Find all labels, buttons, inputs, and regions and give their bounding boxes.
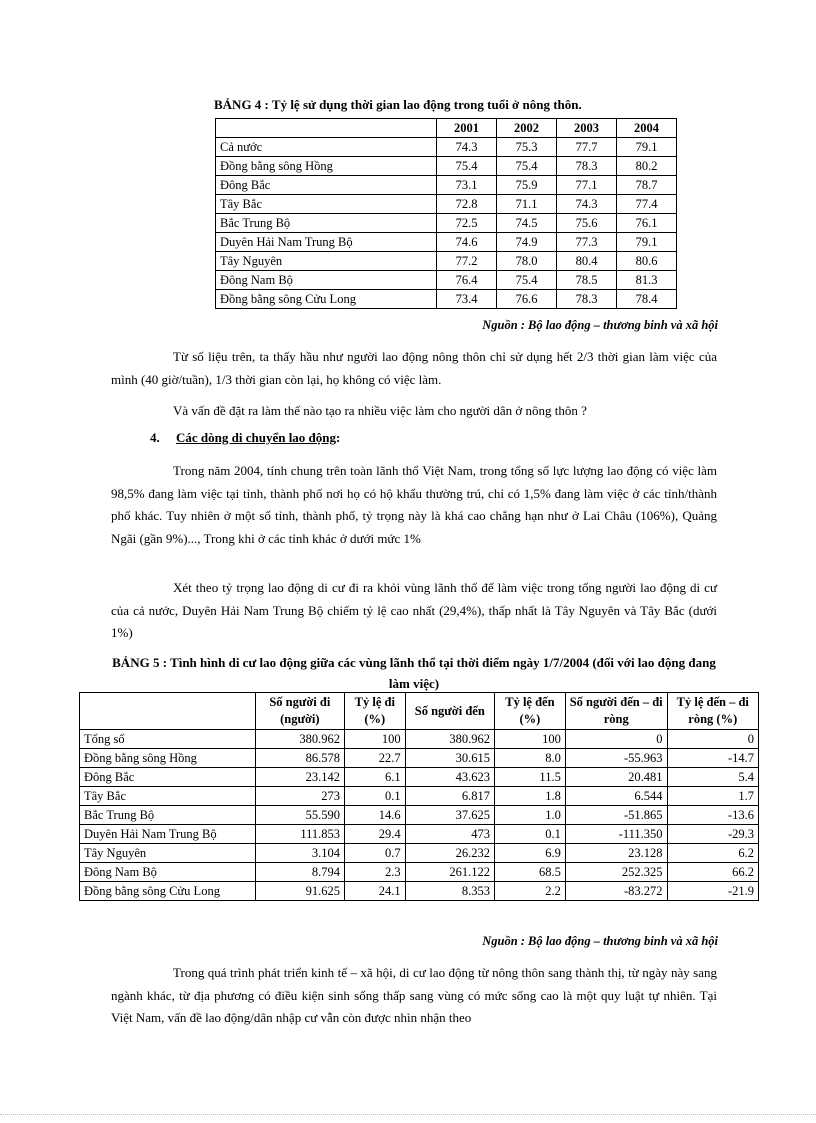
table5-value-cell: 8.353 bbox=[405, 882, 494, 901]
table5-region-cell: Đồng bằng sông Hồng bbox=[80, 749, 256, 768]
table4-row bbox=[216, 252, 677, 271]
section-heading bbox=[150, 430, 340, 446]
table5-value-cell: 5.4 bbox=[667, 768, 758, 787]
table5-header-cell: Số người đến bbox=[405, 693, 494, 730]
table5-header-row bbox=[80, 693, 759, 730]
table5-value-cell: 43.623 bbox=[405, 768, 494, 787]
paragraph-1 bbox=[111, 346, 717, 391]
table4-value-cell: 75.4 bbox=[497, 157, 557, 176]
table4-value-cell: 75.9 bbox=[497, 176, 557, 195]
table4-value-cell: 76.1 bbox=[617, 214, 677, 233]
table5-source: Nguồn : Bộ lao động – thương binh và xã hội bbox=[482, 934, 718, 948]
table5-value-cell: -111.350 bbox=[565, 825, 667, 844]
table5-value-cell: 6.2 bbox=[667, 844, 758, 863]
table5-region-cell: Đông Bắc bbox=[80, 768, 256, 787]
table5-value-cell: 20.481 bbox=[565, 768, 667, 787]
table5-value-cell: 30.615 bbox=[405, 749, 494, 768]
table4-value-cell: 75.4 bbox=[497, 271, 557, 290]
table5-value-cell: 473 bbox=[405, 825, 494, 844]
table5-value-cell: 6.1 bbox=[345, 768, 406, 787]
table4-value-cell: 77.7 bbox=[557, 138, 617, 157]
table5-header-cell: Số người đi (người) bbox=[255, 693, 344, 730]
table5-value-cell: 11.5 bbox=[494, 768, 565, 787]
table4-row bbox=[216, 176, 677, 195]
table4-row bbox=[216, 195, 677, 214]
table4-region-cell: Cả nước bbox=[216, 138, 437, 157]
table4-value-cell: 79.1 bbox=[617, 138, 677, 157]
table5-region-cell: Duyên Hải Nam Trung Bộ bbox=[80, 825, 256, 844]
table5-value-cell: 91.625 bbox=[255, 882, 344, 901]
table5-value-cell: -13.6 bbox=[667, 806, 758, 825]
table5-value-cell: 8.794 bbox=[255, 863, 344, 882]
paragraph-1-text: Từ số liệu trên, ta thấy hầu như người lao động nông thôn chỉ sử dụng hết 2/3 thời gian làm việc của mình (40 giờ/tuần), 1/3 thời gian còn lại, họ không có việc làm. bbox=[111, 349, 717, 387]
table4-region-cell: Đông Bắc bbox=[216, 176, 437, 195]
table5-value-cell: 26.232 bbox=[405, 844, 494, 863]
table5-value-cell: 0.1 bbox=[345, 787, 406, 806]
table4-header-row bbox=[216, 119, 677, 138]
table5-value-cell: -55.963 bbox=[565, 749, 667, 768]
table5-value-cell: 0.1 bbox=[494, 825, 565, 844]
table4-value-cell: 80.2 bbox=[617, 157, 677, 176]
table4-value-cell: 73.4 bbox=[437, 290, 497, 309]
table4-header-cell: 2004 bbox=[617, 119, 677, 138]
table5-value-cell: 1.7 bbox=[667, 787, 758, 806]
table5-region-cell: Tây Bắc bbox=[80, 787, 256, 806]
table4-value-cell: 79.1 bbox=[617, 233, 677, 252]
table5-header-cell: Số người đến – đi ròng bbox=[565, 693, 667, 730]
table4-row bbox=[216, 271, 677, 290]
table5-value-cell: 2.3 bbox=[345, 863, 406, 882]
table4-value-cell: 78.3 bbox=[557, 290, 617, 309]
table4-value-cell: 77.4 bbox=[617, 195, 677, 214]
table4-header-cell: 2003 bbox=[557, 119, 617, 138]
table5-value-cell: 0 bbox=[667, 730, 758, 749]
table4-region-cell: Duyên Hải Nam Trung Bộ bbox=[216, 233, 437, 252]
table5-value-cell: 24.1 bbox=[345, 882, 406, 901]
table4-value-cell: 76.6 bbox=[497, 290, 557, 309]
table5-value-cell: 0.7 bbox=[345, 844, 406, 863]
table5-region-cell: Tây Nguyên bbox=[80, 844, 256, 863]
table4-value-cell: 77.2 bbox=[437, 252, 497, 271]
table4-header-cell bbox=[216, 119, 437, 138]
table4-value-cell: 80.6 bbox=[617, 252, 677, 271]
table5-value-cell: 0 bbox=[565, 730, 667, 749]
table5-row bbox=[80, 787, 759, 806]
table5-row bbox=[80, 825, 759, 844]
table5-value-cell: 6.9 bbox=[494, 844, 565, 863]
table5-value-cell: 8.0 bbox=[494, 749, 565, 768]
table5-value-cell: 14.6 bbox=[345, 806, 406, 825]
paragraph-2-text: Và vấn đề đặt ra làm thế nào tạo ra nhiều việc làm cho người dân ở nông thôn ? bbox=[173, 403, 587, 418]
table5-value-cell: -29.3 bbox=[667, 825, 758, 844]
page-bottom-divider bbox=[0, 1114, 816, 1115]
table5-value-cell: 3.104 bbox=[255, 844, 344, 863]
section-colon: : bbox=[336, 430, 341, 445]
table5 bbox=[79, 692, 759, 901]
table5-header-cell: Tỷ lệ đến (%) bbox=[494, 693, 565, 730]
table4-row bbox=[216, 157, 677, 176]
table5-value-cell: 1.0 bbox=[494, 806, 565, 825]
paragraph-5-text: Trong quá trình phát triển kinh tế – xã hội, di cư lao động từ nông thôn sang thành thị, từ ngày này sang ngành khác, từ địa phương có điều kiện sinh sống thấp sang vùng có mức sống cao là một quy luật tự nhiên. Tại Việt Nam, vấn đề lao động/dân nhập cư vẫn còn được nhìn nhận theo bbox=[111, 965, 717, 1025]
table5-header-cell: Tỷ lệ đi (%) bbox=[345, 693, 406, 730]
table4-value-cell: 71.1 bbox=[497, 195, 557, 214]
table5-value-cell: 2.2 bbox=[494, 882, 565, 901]
table5-region-cell: Đông Nam Bộ bbox=[80, 863, 256, 882]
table5-region-cell: Tổng số bbox=[80, 730, 256, 749]
table5-value-cell: 380.962 bbox=[405, 730, 494, 749]
table5-value-cell: -83.272 bbox=[565, 882, 667, 901]
table4-value-cell: 74.3 bbox=[437, 138, 497, 157]
table5-value-cell: 6.817 bbox=[405, 787, 494, 806]
table5-value-cell: 37.625 bbox=[405, 806, 494, 825]
table5-value-cell: 100 bbox=[345, 730, 406, 749]
table5-row bbox=[80, 806, 759, 825]
table5-value-cell: 111.853 bbox=[255, 825, 344, 844]
table4-title: BẢNG 4 : Tỷ lệ sử dụng thời gian lao động trong tuổi ở nông thôn. bbox=[214, 97, 582, 112]
table5-value-cell: 68.5 bbox=[494, 863, 565, 882]
table4-region-cell: Đồng bằng sông Cửu Long bbox=[216, 290, 437, 309]
table5-row bbox=[80, 749, 759, 768]
table4-value-cell: 78.4 bbox=[617, 290, 677, 309]
table4-header-cell: 2001 bbox=[437, 119, 497, 138]
table4-value-cell: 77.3 bbox=[557, 233, 617, 252]
section-title: Các dòng di chuyển lao động bbox=[176, 430, 337, 445]
table4-value-cell: 75.6 bbox=[557, 214, 617, 233]
table5-row bbox=[80, 863, 759, 882]
table4 bbox=[215, 118, 677, 309]
paragraph-4 bbox=[111, 577, 717, 645]
table4-value-cell: 74.3 bbox=[557, 195, 617, 214]
table5-row bbox=[80, 844, 759, 863]
table5-value-cell: 22.7 bbox=[345, 749, 406, 768]
table5-value-cell: 252.325 bbox=[565, 863, 667, 882]
table4-row bbox=[216, 138, 677, 157]
table5-value-cell: 380.962 bbox=[255, 730, 344, 749]
table5-value-cell: 100 bbox=[494, 730, 565, 749]
table5-value-cell: 29.4 bbox=[345, 825, 406, 844]
paragraph-4-text: Xét theo tỷ trọng lao động di cư đi ra khỏi vùng lãnh thổ để làm việc trong tổng người lao động di cư của cả nước, Duyên Hải Nam Trung Bộ chiếm tỷ lệ cao nhất (29,4%), thấp nhất là Tây Nguyên và Tây Bắc (dưới 1%) bbox=[111, 580, 717, 640]
table4-value-cell: 74.6 bbox=[437, 233, 497, 252]
paragraph-2 bbox=[111, 400, 717, 423]
table5-value-cell: -21.9 bbox=[667, 882, 758, 901]
table5-row bbox=[80, 768, 759, 787]
table4-value-cell: 78.0 bbox=[497, 252, 557, 271]
table4-region-cell: Đông Nam Bộ bbox=[216, 271, 437, 290]
table5-value-cell: -51.865 bbox=[565, 806, 667, 825]
table4-source: Nguồn : Bộ lao động – thương binh và xã hội bbox=[482, 318, 718, 332]
table5-value-cell: 6.544 bbox=[565, 787, 667, 806]
table4-value-cell: 78.5 bbox=[557, 271, 617, 290]
table4-value-cell: 72.8 bbox=[437, 195, 497, 214]
table4-row bbox=[216, 233, 677, 252]
paragraph-3-text: Trong năm 2004, tính chung trên toàn lãnh thổ Việt Nam, trong tổng số lực lượng lao động có việc làm 98,5% đang làm việc tại tỉnh, thành phố nơi họ có hộ khẩu thường trú, chỉ có 1,5% đang làm việc ở các tỉnh/thành phố khác. Tuy nhiên ở một số tỉnh, thành phố, tỷ trọng này là khá cao chẳng hạn như ở Lai Châu (106%), Quảng Ngãi (gần 9%)..., Trong khi ở các tỉnh khác ở dưới mức 1% bbox=[111, 463, 717, 546]
table4-value-cell: 80.4 bbox=[557, 252, 617, 271]
table5-title: BẢNG 5 : Tình hình di cư lao động giữa các vùng lãnh thổ tại thời điểm ngày 1/7/2004 (đối với lao động đang làm việc) bbox=[112, 655, 716, 691]
table4-value-cell: 75.4 bbox=[437, 157, 497, 176]
table4-value-cell: 77.1 bbox=[557, 176, 617, 195]
table5-value-cell: 261.122 bbox=[405, 863, 494, 882]
table5-row bbox=[80, 882, 759, 901]
table4-value-cell: 81.3 bbox=[617, 271, 677, 290]
table4-row bbox=[216, 290, 677, 309]
table5-region-cell: Bắc Trung Bộ bbox=[80, 806, 256, 825]
table4-value-cell: 78.3 bbox=[557, 157, 617, 176]
table5-value-cell: 55.590 bbox=[255, 806, 344, 825]
table4-value-cell: 73.1 bbox=[437, 176, 497, 195]
table4-header-cell: 2002 bbox=[497, 119, 557, 138]
table5-header-cell: Tỷ lệ đến – đi ròng (%) bbox=[667, 693, 758, 730]
table5-value-cell: 86.578 bbox=[255, 749, 344, 768]
table5-value-cell: -14.7 bbox=[667, 749, 758, 768]
table4-value-cell: 78.7 bbox=[617, 176, 677, 195]
paragraph-5 bbox=[111, 962, 717, 1030]
table5-row bbox=[80, 730, 759, 749]
table4-region-cell: Tây Nguyên bbox=[216, 252, 437, 271]
section-number: 4. bbox=[150, 430, 160, 445]
table5-region-cell: Đồng bằng sông Cửu Long bbox=[80, 882, 256, 901]
table4-value-cell: 75.3 bbox=[497, 138, 557, 157]
table4-value-cell: 74.9 bbox=[497, 233, 557, 252]
table5-value-cell: 1.8 bbox=[494, 787, 565, 806]
table5-header-cell bbox=[80, 693, 256, 730]
table5-value-cell: 66.2 bbox=[667, 863, 758, 882]
table4-region-cell: Đồng bằng sông Hồng bbox=[216, 157, 437, 176]
table4-value-cell: 74.5 bbox=[497, 214, 557, 233]
table5-value-cell: 23.128 bbox=[565, 844, 667, 863]
table5-value-cell: 23.142 bbox=[255, 768, 344, 787]
table4-value-cell: 76.4 bbox=[437, 271, 497, 290]
table5-value-cell: 273 bbox=[255, 787, 344, 806]
paragraph-3 bbox=[111, 460, 717, 550]
table4-region-cell: Tây Bắc bbox=[216, 195, 437, 214]
table4-row bbox=[216, 214, 677, 233]
table4-region-cell: Bắc Trung Bộ bbox=[216, 214, 437, 233]
table4-value-cell: 72.5 bbox=[437, 214, 497, 233]
